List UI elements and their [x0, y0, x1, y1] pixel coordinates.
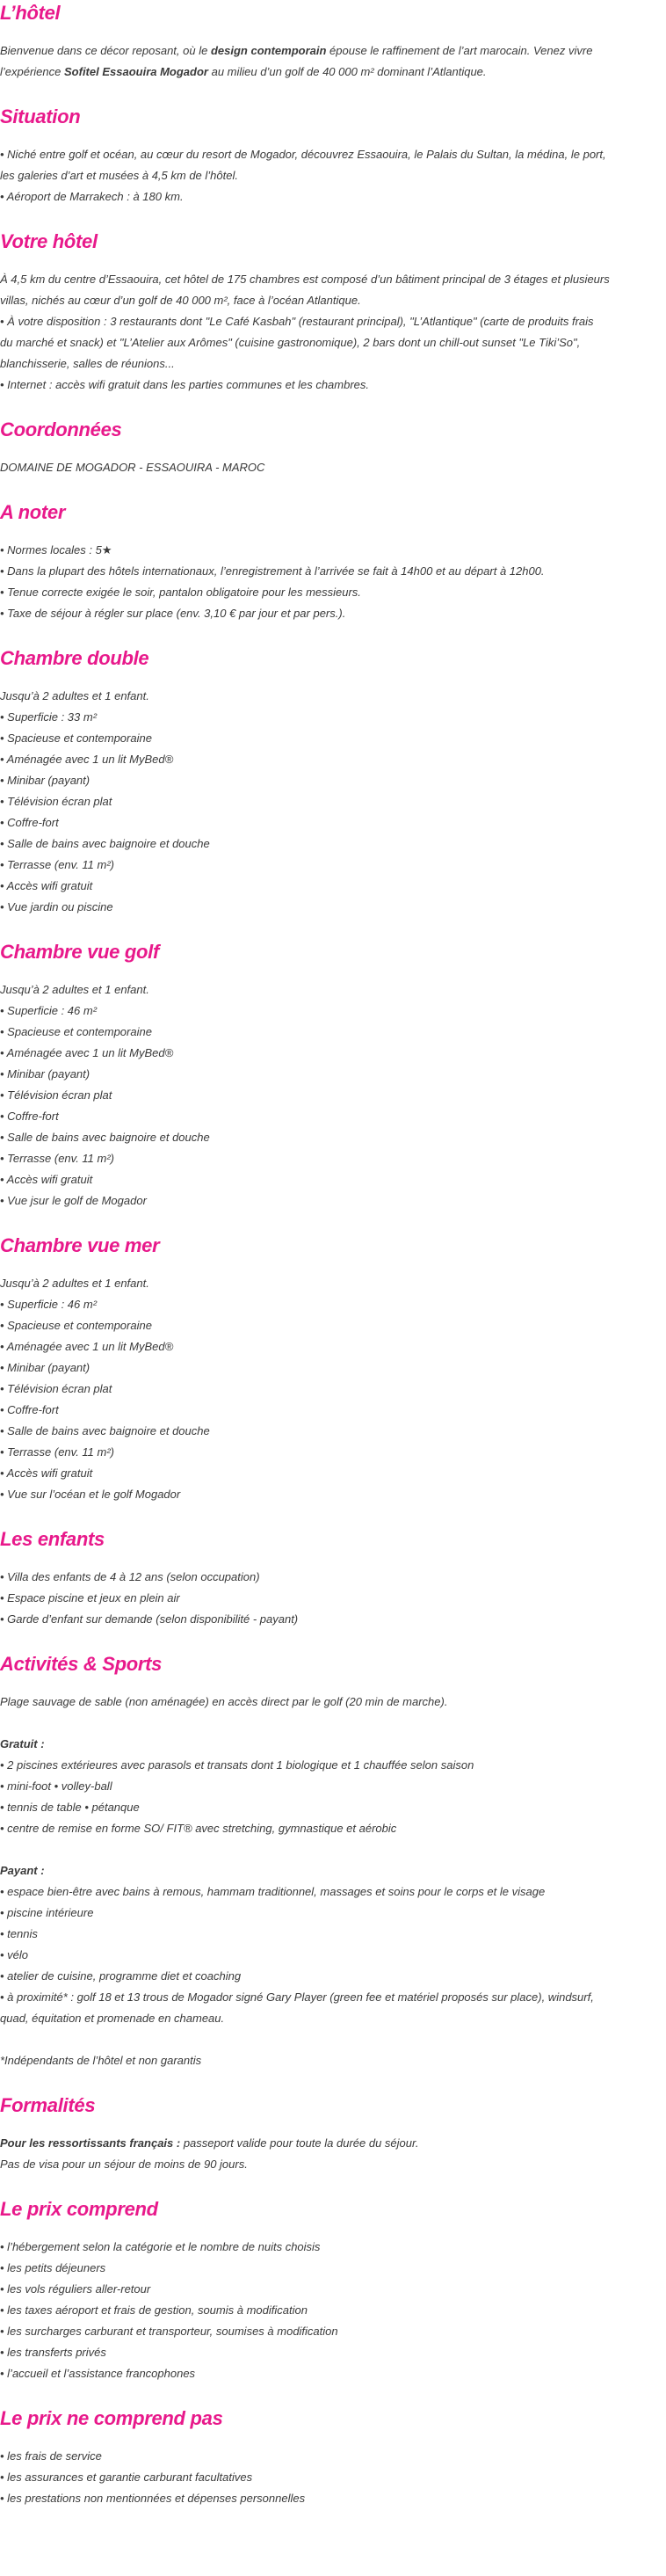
list-item: • Spacieuse et contemporaine — [0, 731, 152, 745]
text-run: au milieu d’un golf de 40 000 m² dominant l’Atlantique. — [207, 65, 487, 78]
list-item: • Aménagée avec 1 un lit MyBed® — [0, 1046, 174, 1059]
list-item: • espace bien-être avec bains à remous, hammam traditionnel, massages et soins pour le corps et le visage — [0, 1885, 546, 1898]
text-line: • Aéroport de Marrakech : à 180 km. — [0, 190, 184, 203]
list-item: • Superficie : 46 m² — [0, 1004, 98, 1017]
footnote: *Indépendants de l’hôtel et non garantis — [0, 2054, 202, 2067]
text-line: À 4,5 km du centre d’Essaouira, cet hôtel de 175 chambres est composé d’un bâtiment principal de 3 étages et plusieurs — [0, 273, 610, 286]
text-line: • À votre disposition : 3 restaurants dont "Le Café Kasbah" (restaurant principal), "L’Atlantique" (carte de produits frais — [0, 315, 594, 328]
list-item: • Garde d’enfant sur demande (selon disponibilité - payant) — [0, 1612, 299, 1626]
list-item: • Aménagée avec 1 un lit MyBed® — [0, 753, 174, 766]
list-item: • Salle de bains avec baignoire et douche — [0, 837, 210, 850]
list-item: • les taxes aéroport et frais de gestion, soumis à modification — [0, 2303, 308, 2317]
list-item: • Minibar (payant) — [0, 1067, 90, 1081]
list-item: • les prestations non mentionnées et dépenses personnelles — [0, 2492, 306, 2505]
list-item: • Minibar (payant) — [0, 1361, 90, 1374]
text-line: • Internet : accès wifi gratuit dans les parties communes et les chambres. — [0, 378, 370, 391]
section-enfants — [0, 1505, 666, 1630]
section-title: Les enfants — [0, 1528, 105, 1550]
list-item: • tennis de table • pétanque — [0, 1801, 140, 1814]
list-item: • tennis — [0, 1927, 38, 1940]
section-title: Situation — [0, 106, 81, 127]
list-item: • l’accueil et l’assistance francophones — [0, 2367, 196, 2380]
list-item: • Minibar (payant) — [0, 774, 90, 787]
list-item: • les surcharges carburant et transporteur, soumises à modification — [0, 2325, 338, 2338]
list-item: • vélo — [0, 1948, 29, 1961]
section-title: Chambre vue mer — [0, 1234, 160, 1256]
section-hotel — [0, 0, 666, 83]
bold-label: Gratuit : — [0, 1737, 45, 1750]
text-line: • Taxe de séjour à régler sur place (env. 3,10 € par jour et par pers.). — [0, 607, 346, 620]
list-item: • Superficie : 33 m² — [0, 710, 98, 724]
list-item: • Terrasse (env. 11 m²) — [0, 1152, 115, 1165]
text-run: Bienvenue dans ce décor reposant, où le — [0, 44, 211, 57]
paragraph — [0, 62, 666, 83]
section-votre-hotel — [0, 207, 666, 396]
list-item: • centre de remise en forme SO/ FIT® avec stretching, gymnastique et aérobic — [0, 1822, 397, 1835]
section-activites — [0, 1630, 666, 2071]
list-item: • mini-foot • volley-ball — [0, 1779, 112, 1793]
list-item: • Aménagée avec 1 un lit MyBed® — [0, 1340, 174, 1353]
section-chambre-double — [0, 624, 666, 918]
paragraph — [0, 2133, 666, 2154]
list-item: • Télévision écran plat — [0, 1088, 112, 1102]
list-item: • l’hébergement selon la catégorie et le nombre de nuits choisis — [0, 2240, 321, 2253]
list-item: • Spacieuse et contemporaine — [0, 1319, 152, 1332]
text-run: l’expérience — [0, 65, 64, 78]
section-prix-comprend — [0, 2175, 666, 2384]
text-line: • Dans la plupart des hôtels internationaux, l’enregistrement à l’arrivée se fait à 14h00 et au départ à 12h00. — [0, 564, 545, 578]
list-item: • Villa des enfants de 4 à 12 ans (selon occupation) — [0, 1570, 260, 1583]
list-item: • à proximité* : golf 18 et 13 trous de Mogador signé Gary Player (green fee et matériel proposés sur place), windsurf, — [0, 1990, 594, 2004]
list-item: • Accès wifi gratuit — [0, 879, 93, 892]
section-title: Formalités — [0, 2094, 96, 2116]
text-line: Pas de visa pour un séjour de moins de 90 jours. — [0, 2158, 248, 2171]
list-item: • piscine intérieure — [0, 1906, 94, 1919]
list-item: • Vue sur l’océan et le golf Mogador — [0, 1488, 181, 1501]
spacer — [0, 1713, 666, 1734]
list-item: • les frais de service — [0, 2449, 102, 2463]
bold-text: Sofitel Essaouira Mogador — [64, 65, 208, 78]
list-item: • Terrasse (env. 11 m²) — [0, 858, 115, 871]
section-title: Chambre vue golf — [0, 941, 160, 963]
list-item: • 2 piscines extérieures avec parasols et transats dont 1 biologique et 1 chauffée selon saison — [0, 1758, 474, 1772]
list-item: • Coffre-fort — [0, 816, 59, 829]
list-item: • les vols réguliers aller-retour — [0, 2282, 151, 2296]
section-title: L’hôtel — [0, 2, 61, 24]
section-situation — [0, 83, 666, 207]
text-run: passeport valide pour toute la durée du séjour. — [180, 2136, 419, 2150]
list-item: • Télévision écran plat — [0, 1382, 112, 1395]
section-title: Chambre double — [0, 647, 149, 669]
list-item: • Salle de bains avec baignoire et douche — [0, 1424, 210, 1437]
spacer — [0, 2029, 666, 2050]
text-line: du marché et snack) et "L’Atelier aux Arômes" (cuisine gastronomique), 2 bars dont un chill-out sunset "Le Tiki’So", — [0, 336, 581, 349]
list-item: • atelier de cuisine, programme diet et coaching — [0, 1969, 242, 1983]
text-line: les galeries d’art et musées à 4,5 km de l’hôtel. — [0, 169, 238, 182]
section-chambre-vue-mer — [0, 1212, 666, 1505]
list-item: • Vue jardin ou piscine — [0, 900, 113, 913]
text-line: • Niché entre golf et océan, au cœur du resort de Mogador, découvrez Essaouira, le Palais du Sultan, la médina, le port, — [0, 148, 606, 161]
section-title: Le prix ne comprend pas — [0, 2407, 223, 2429]
section-prix-ne-comprend-pas — [0, 2384, 666, 2509]
section-title: Coordonnées — [0, 418, 122, 440]
section-formalites — [0, 2071, 666, 2175]
list-item: • Spacieuse et contemporaine — [0, 1025, 152, 1038]
list-item: • Coffre-fort — [0, 1110, 59, 1123]
section-title: A noter — [0, 501, 66, 523]
list-item: • Vue jsur le golf de Mogador — [0, 1194, 147, 1207]
list-item: • Espace piscine et jeux en plein air — [0, 1591, 180, 1605]
text-line: blanchisserie, salles de réunions... — [0, 357, 175, 370]
list-item: Jusqu’à 2 adultes et 1 enfant. — [0, 689, 149, 702]
list-item: • Accès wifi gratuit — [0, 1173, 93, 1186]
list-item: Jusqu’à 2 adultes et 1 enfant. — [0, 1277, 149, 1290]
paragraph — [0, 40, 666, 62]
section-title: Votre hôtel — [0, 230, 98, 252]
section-coordonnees — [0, 396, 666, 478]
bold-label: Payant : — [0, 1864, 45, 1877]
list-item: • les petits déjeuners — [0, 2261, 106, 2274]
section-title: Le prix comprend — [0, 2198, 158, 2220]
bold-label: Pour les ressortissants français : — [0, 2136, 181, 2150]
list-item: • Salle de bains avec baignoire et douche — [0, 1131, 210, 1144]
text-line: villas, nichés au cœur d’un golf de 40 000 m², face à l’océan Atlantique. — [0, 294, 361, 307]
text-line: • Tenue correcte exigée le soir, pantalon obligatoire pour les messieurs. — [0, 586, 361, 599]
text-line: • Normes locales : 5★ — [0, 543, 112, 557]
bold-text: design contemporain — [210, 44, 327, 57]
list-item: • Télévision écran plat — [0, 795, 112, 808]
section-a-noter — [0, 478, 666, 624]
list-item: quad, équitation et promenade en chameau. — [0, 2012, 225, 2025]
spacer — [0, 1839, 666, 1860]
list-item: Jusqu’à 2 adultes et 1 enfant. — [0, 983, 149, 996]
text-run: épouse le raffinement de l’art marocain. Venez vivre — [326, 44, 593, 57]
subheading-payant — [0, 1860, 666, 1881]
subheading-gratuit — [0, 1734, 666, 1755]
section-chambre-vue-golf — [0, 918, 666, 1212]
list-item: • Accès wifi gratuit — [0, 1466, 93, 1480]
list-item: • les assurances et garantie carburant facultatives — [0, 2470, 253, 2484]
address: DOMAINE DE MOGADOR - ESSAOUIRA - MAROC — [0, 461, 265, 474]
section-title: Activités & Sports — [0, 1653, 163, 1675]
list-item: • Superficie : 46 m² — [0, 1298, 98, 1311]
intro-text: Plage sauvage de sable (non aménagée) en accès direct par le golf (20 min de marche). — [0, 1695, 448, 1708]
list-item: • les transferts privés — [0, 2346, 106, 2359]
list-item: • Coffre-fort — [0, 1403, 59, 1416]
list-item: • Terrasse (env. 11 m²) — [0, 1445, 115, 1459]
